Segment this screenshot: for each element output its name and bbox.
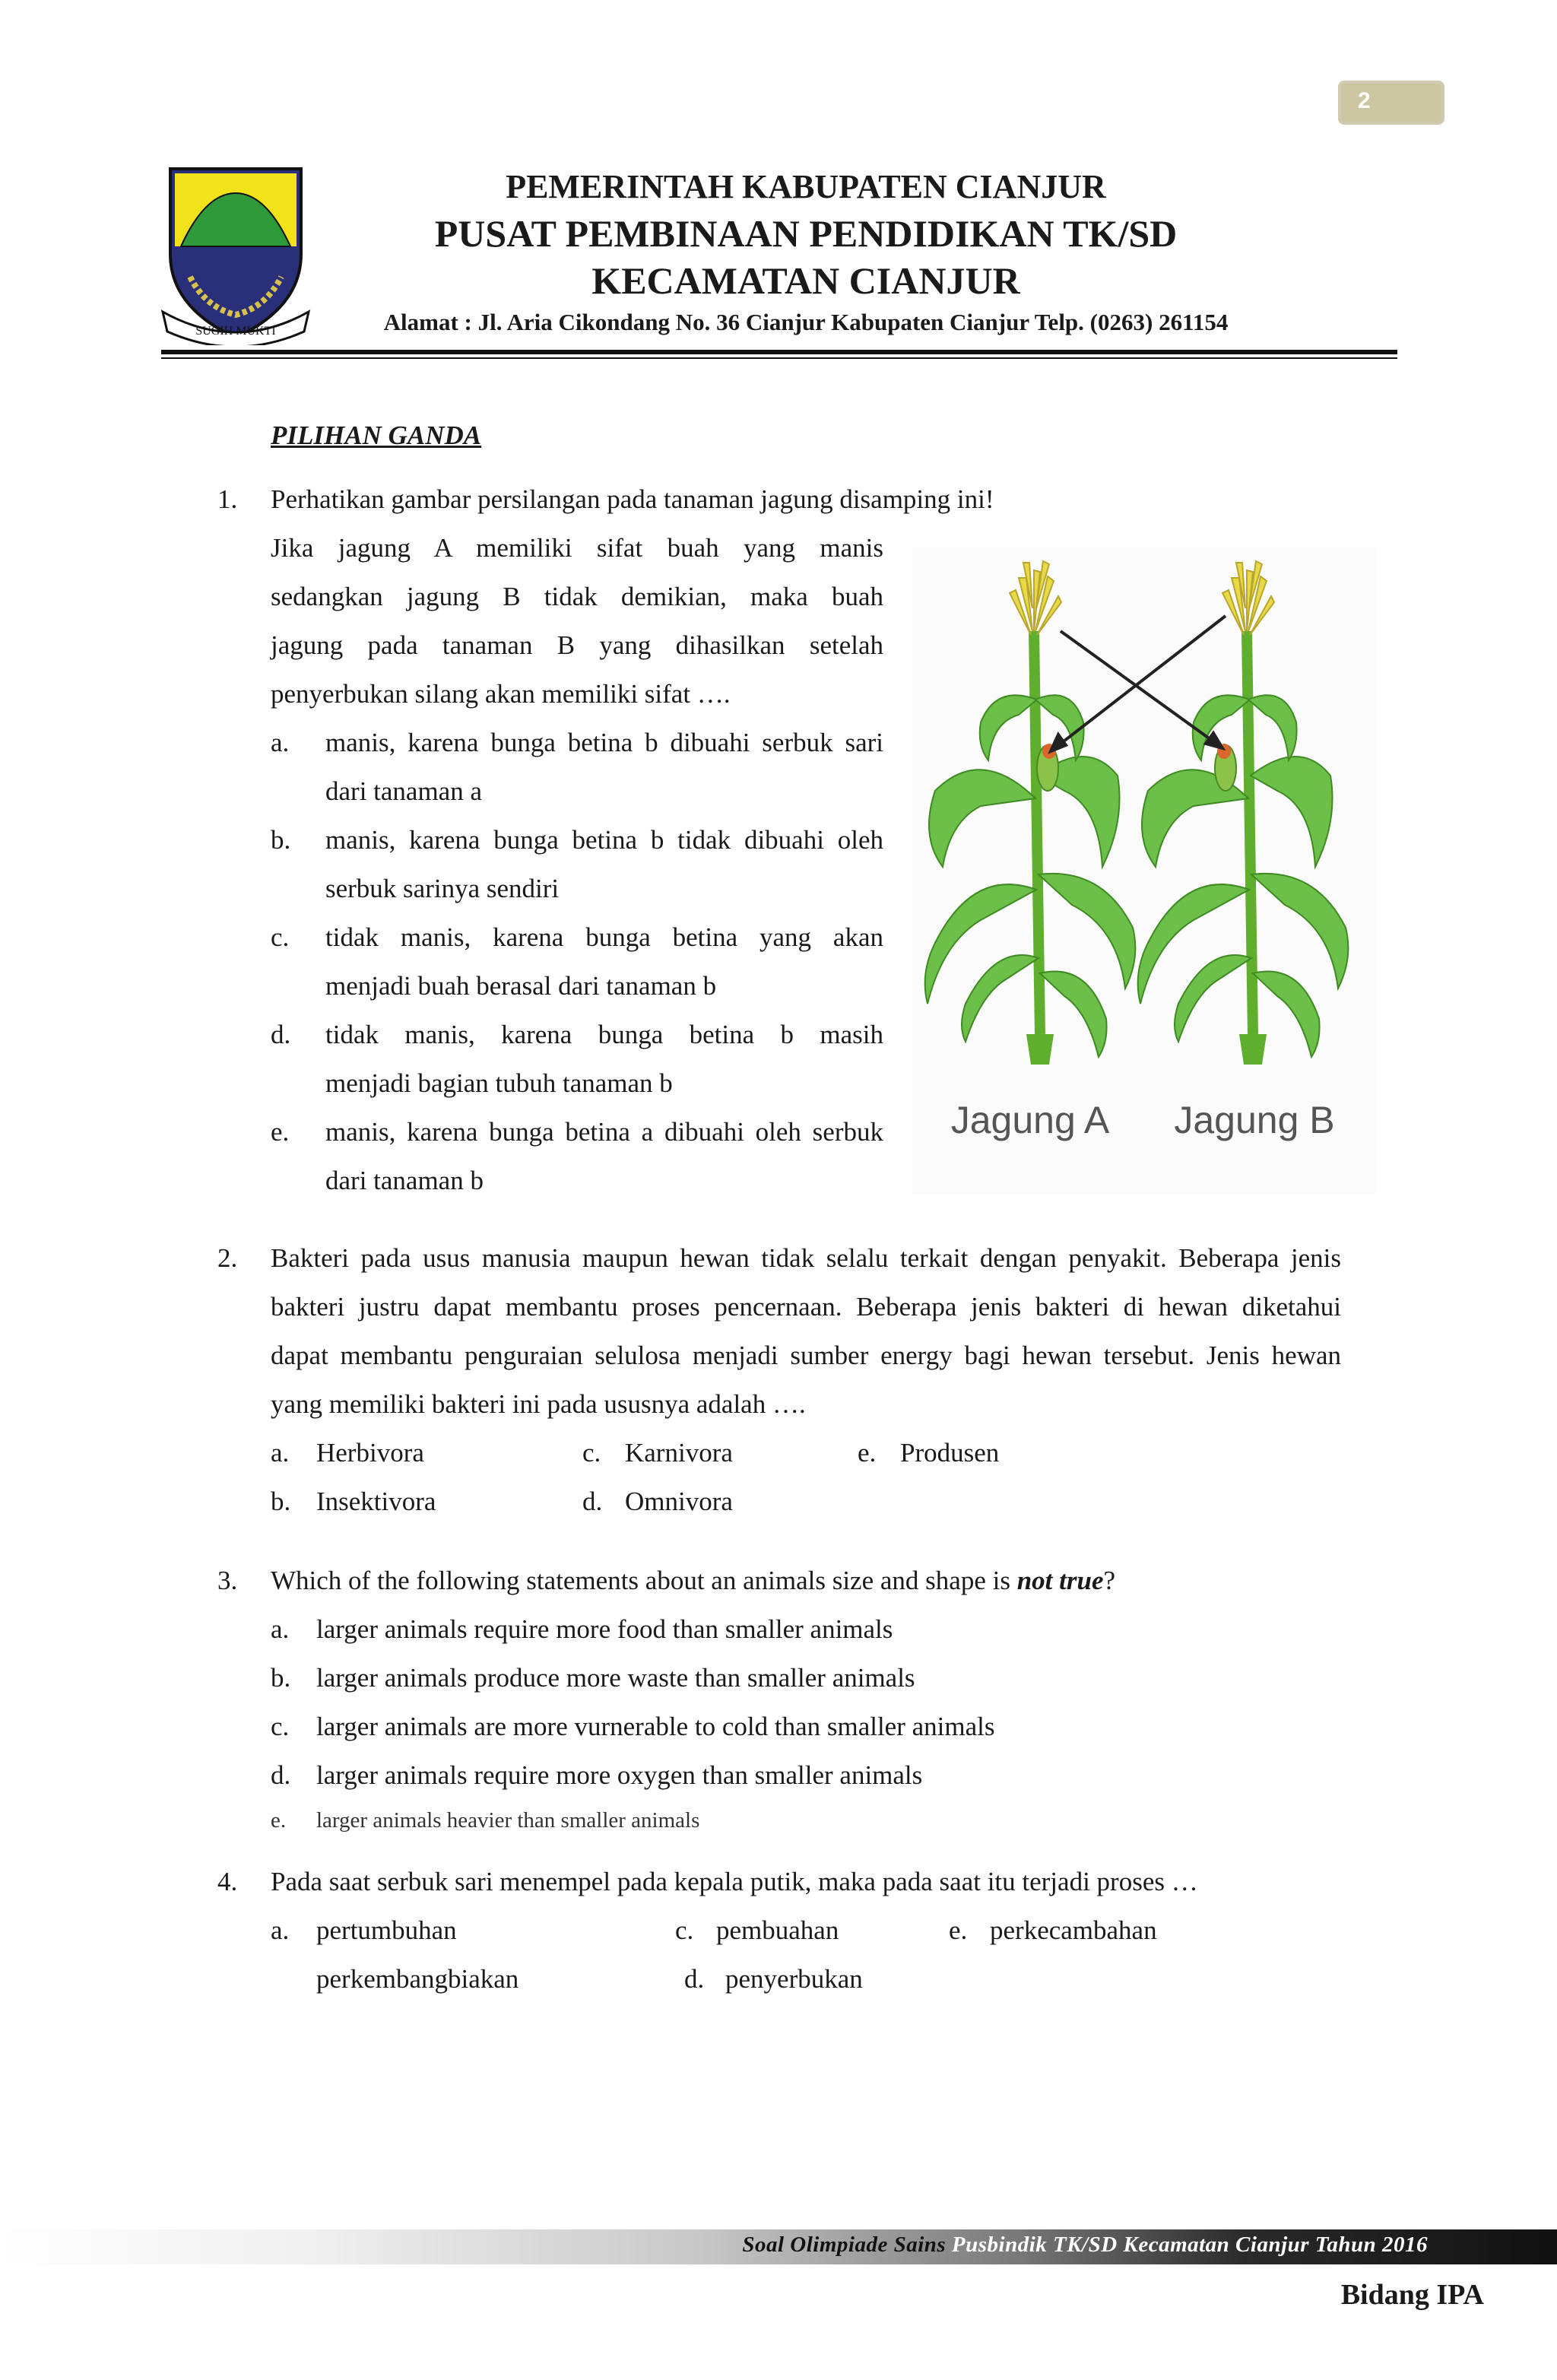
q2-option-a-text: Herbivora <box>316 1438 424 1468</box>
q4-option-d-letter: d. <box>684 1964 705 1994</box>
q3-option-d-letter: d. <box>271 1760 291 1790</box>
figure-label-jagung-a: Jagung A <box>950 1099 1110 1141</box>
q3-option-c-text: larger animals are more vurnerable to cold than smaller animals <box>316 1712 995 1741</box>
q3-number: 3. <box>217 1566 238 1595</box>
q1-option-c-letter: c. <box>271 922 290 952</box>
q2-line-3: dapat membantu penguraian selulosa menjadi sumber energy bagi hewan tersebut. Jenis hewan <box>271 1341 1341 1370</box>
q2-option-e-letter: e. <box>858 1438 877 1468</box>
q4-option-c-letter: c. <box>675 1915 694 1945</box>
corn-plant-a <box>925 561 1136 1065</box>
corn-plant-b <box>1138 561 1349 1065</box>
q1-option-b-letter: b. <box>271 825 291 855</box>
page-number: 2 <box>1358 88 1371 113</box>
q1-option-d-line-1: tidak manis, karena bunga betina b masih <box>325 1020 883 1049</box>
q1-option-c-line-1: tidak manis, karena bunga betina yang akan <box>325 922 883 952</box>
q4-stem: Pada saat serbuk sari menempel pada kepala putik, maka pada saat itu terjadi proses … <box>271 1867 1198 1896</box>
q4-option-b-text: perkembangbiakan <box>316 1964 519 1994</box>
q1-option-b-line-1: manis, karena bunga betina b tidak dibuahi oleh <box>325 825 883 855</box>
q2-option-e-text: Produsen <box>900 1438 1000 1468</box>
q1-option-b-line-2: serbuk sarinya sendiri <box>325 874 560 903</box>
q3-stem <box>271 1566 1115 1596</box>
q1-stem-line-2: sedangkan jagung B tidak demikian, maka buah <box>271 582 883 611</box>
header-address: Alamat : Jl. Aria Cikondang No. 36 Cianjur Kabupaten Cianjur Telp. (0263) 261154 <box>383 309 1229 335</box>
q2-line-1: Bakteri pada usus manusia maupun hewan tidak selalu terkait dengan penyakit. Beberapa jenis <box>271 1243 1341 1273</box>
q2-line-2: bakteri justru dapat membantu proses pencernaan. Beberapa jenis bakteri di hewan diketahui <box>271 1292 1341 1322</box>
q4-option-e-text: perkecambahan <box>990 1915 1157 1945</box>
q4-option-a-text: pertumbuhan <box>316 1915 457 1945</box>
q2-option-c-text: Karnivora <box>625 1438 733 1468</box>
q1-option-e-line-2: dari tanaman b <box>325 1166 484 1195</box>
logo-motto: SUGIH MUKTI <box>195 325 276 338</box>
q1-option-a-letter: a. <box>271 728 290 757</box>
q3-stem-emphasis: not true <box>1016 1566 1104 1595</box>
q1-option-d-letter: d. <box>271 1020 291 1049</box>
cross-pollination-arrows <box>1051 616 1226 751</box>
q1-intro: Perhatikan gambar persilangan pada tanaman jagung disamping ini! <box>271 484 994 514</box>
q4-option-a-letter: a. <box>271 1915 290 1945</box>
header-line-3: KECAMATAN CIANJUR <box>591 259 1020 302</box>
q2-option-d-text: Omnivora <box>625 1487 733 1516</box>
q3-option-a-letter: a. <box>271 1614 290 1644</box>
q2-option-c-letter: c. <box>582 1438 601 1468</box>
q4-option-c-text: pembuahan <box>716 1915 839 1945</box>
q3-option-b-letter: b. <box>271 1663 291 1693</box>
page-number-badge <box>1338 81 1444 125</box>
q3-option-a-text: larger animals require more food than smaller animals <box>316 1614 893 1644</box>
section-title: PILIHAN GANDA <box>271 420 482 450</box>
q3-stem-after: ? <box>1103 1566 1116 1595</box>
q1-option-a-line-2: dari tanaman a <box>325 776 483 806</box>
q1-option-c-line-2: menjadi buah berasal dari tanaman b <box>325 971 717 1001</box>
q1-option-e-letter: e. <box>271 1117 290 1147</box>
header-line-2: PUSAT PEMBINAAN PENDIDIKAN TK/SD <box>434 212 1178 255</box>
q1-stem-line-1: Jika jagung A memiliki sifat buah yang manis <box>271 533 883 563</box>
q1-option-d-line-2: menjadi bagian tubuh tanaman b <box>325 1068 673 1098</box>
footer-title-part-2: Pusbindik TK/SD Kecamatan Cianjur Tahun 2016 <box>946 2232 1428 2257</box>
header-line-1: PEMERINTAH KABUPATEN CIANJUR <box>506 168 1106 205</box>
q2-option-b-text: Insektivora <box>316 1487 436 1516</box>
q2-line-4: yang memiliki bakteri ini pada ususnya adalah …. <box>271 1389 806 1419</box>
footer-title-part-1: Soal Olimpiade Sains <box>742 2232 947 2257</box>
q2-number: 2. <box>217 1243 238 1273</box>
footer-title <box>742 2232 1428 2258</box>
footer-subject: Bidang IPA <box>1340 2279 1484 2311</box>
q3-option-e-text: larger animals heavier than smaller animals <box>316 1808 700 1833</box>
q3-option-b-text: larger animals produce more waste than smaller animals <box>316 1663 915 1693</box>
q1-stem-line-4: penyerbukan silang akan memiliki sifat …. <box>271 679 731 709</box>
q4-option-d-text: penyerbukan <box>725 1964 863 1994</box>
q2-option-a-letter: a. <box>271 1438 290 1468</box>
q3-option-c-letter: c. <box>271 1712 290 1741</box>
q1-stem-line-3: jagung pada tanaman B yang dihasilkan setelah <box>271 630 883 660</box>
q2-option-d-letter: d. <box>582 1487 603 1516</box>
q1-option-e-line-1: manis, karena bunga betina a dibuahi oleh serbuk <box>325 1117 883 1147</box>
figure-label-jagung-b: Jagung B <box>1174 1099 1335 1141</box>
q3-stem-before: Which of the following statements about an animals size and shape is <box>271 1566 1017 1595</box>
corn-crossbreeding-illustration <box>912 547 1376 1194</box>
header-rule-thick <box>161 350 1397 354</box>
q2-option-b-letter: b. <box>271 1487 291 1516</box>
header-rule-thin <box>161 357 1397 359</box>
q3-option-d-text: larger animals require more oxygen than smaller animals <box>316 1760 923 1790</box>
q4-number: 4. <box>217 1867 238 1896</box>
q4-option-e-letter: e. <box>949 1915 968 1945</box>
q1-option-a-line-1: manis, karena bunga betina b dibuahi serbuk sari <box>325 728 883 757</box>
q3-option-e-letter: e. <box>271 1808 287 1833</box>
q1-number: 1. <box>217 484 238 514</box>
